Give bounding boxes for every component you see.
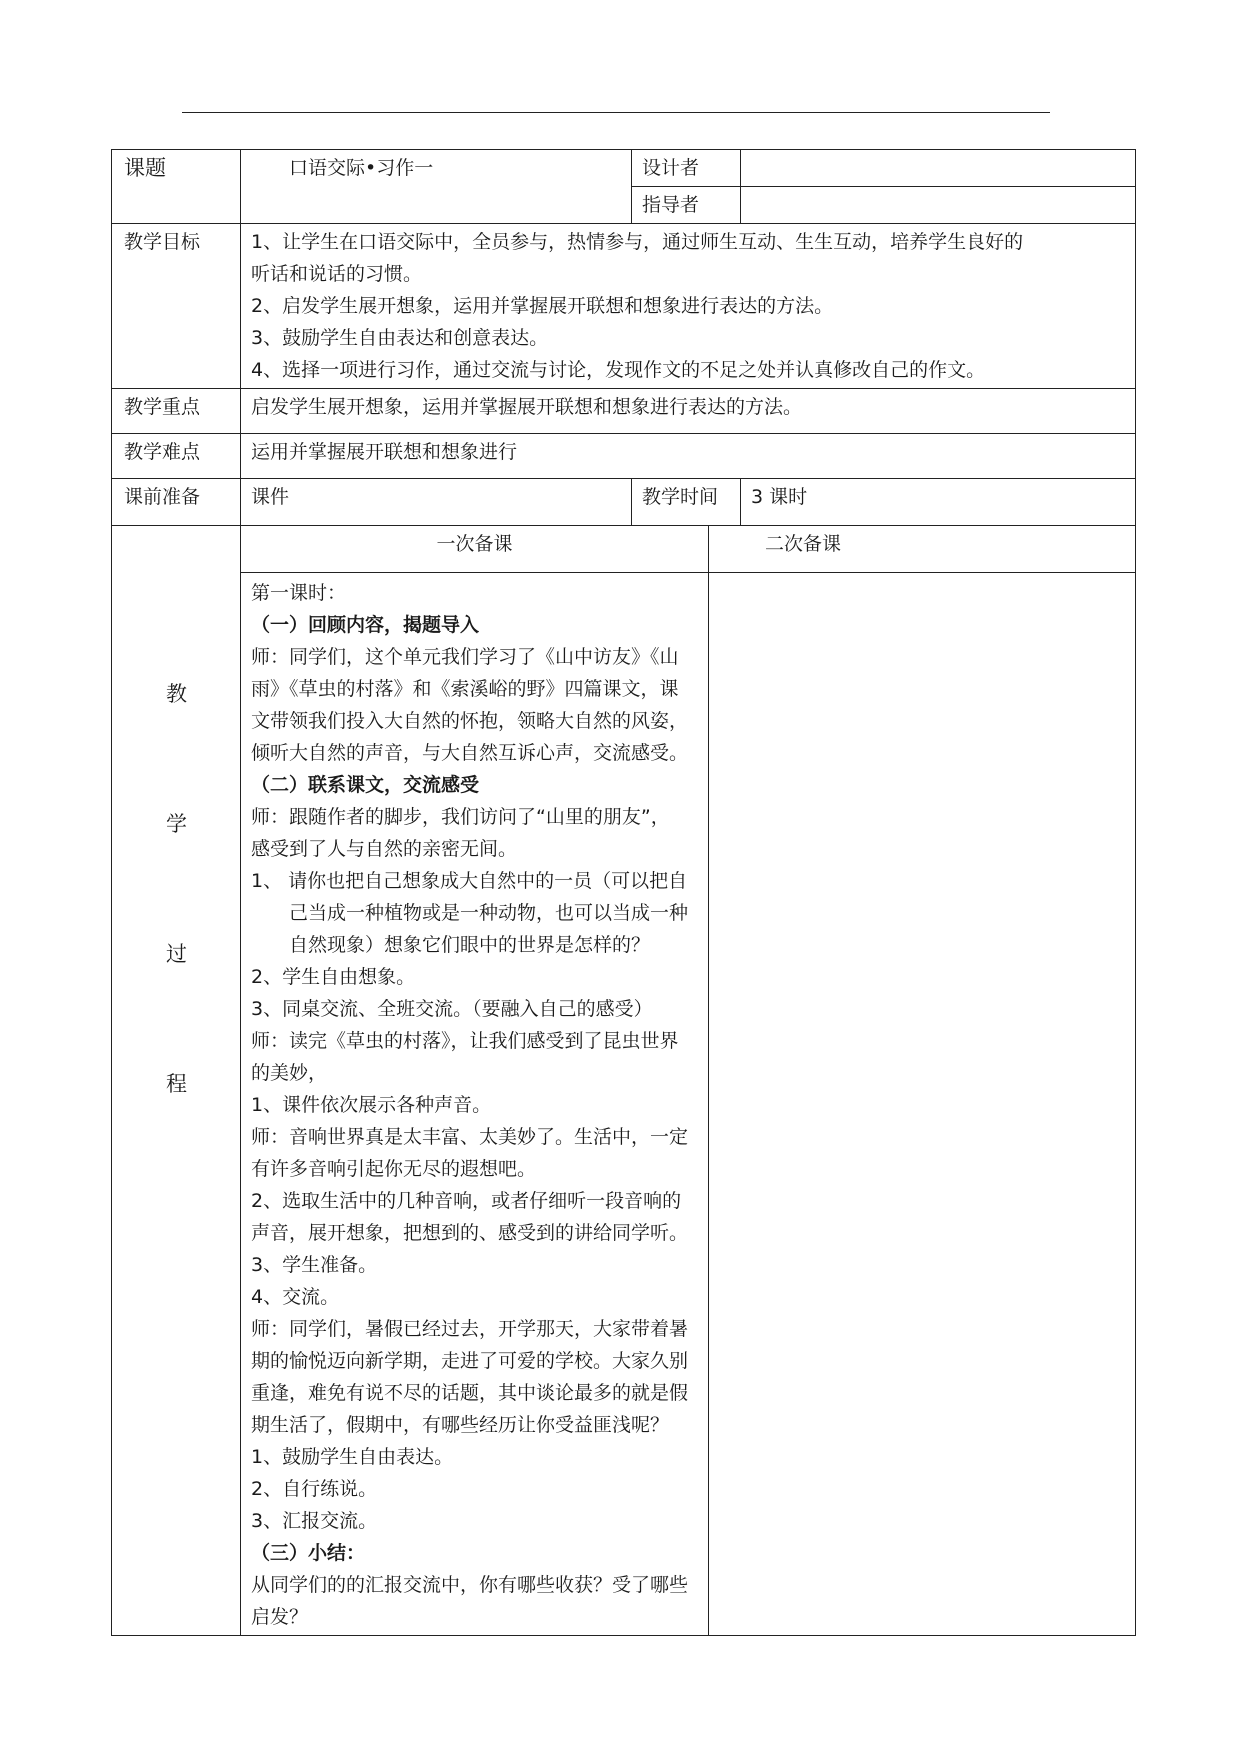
plan-line: 3、同桌交流、全班交流。（要融入自己的感受） bbox=[251, 998, 653, 1020]
plan-line: 倾听大自然的声音，与大自然互诉心声，交流感受。 bbox=[251, 742, 689, 764]
goal-line: 听话和说话的习惯。 bbox=[251, 263, 423, 285]
plan-line: 启发？ bbox=[251, 1606, 309, 1628]
plan-line: 自然现象）想象它们眼中的世界是怎样的？ bbox=[289, 934, 651, 956]
plan-line: 师：读完《草虫的村落》，让我们感受到了昆虫世界 bbox=[251, 1030, 679, 1052]
goals-label: 教学目标 bbox=[112, 224, 241, 389]
plan-line: 师：跟随作者的脚步，我们访问了“山里的朋友”， bbox=[251, 806, 670, 828]
plan-line: 1、鼓励学生自由表达。 bbox=[251, 1446, 454, 1468]
topic-value: 口语交际•习作一 bbox=[241, 150, 632, 224]
goals-cell bbox=[241, 224, 1136, 389]
process-char: 程 bbox=[166, 1072, 187, 1096]
time-label: 教学时间 bbox=[632, 479, 741, 526]
goal-line: 1、让学生在口语交际中，全员参与，热情参与，通过师生互动、生生互动，培养学生良好的 bbox=[251, 231, 1024, 253]
plan-line: 师：音响世界真是太丰富、太美妙了。生活中，一定 bbox=[251, 1126, 689, 1148]
topic-label: 课题 bbox=[112, 150, 241, 224]
plan-line: 2、学生自由想象。 bbox=[251, 966, 416, 988]
plan-line: 1、 请你也把自己想象成大自然中的一员（可以把自 bbox=[251, 870, 688, 892]
plan-line: 4、交流。 bbox=[251, 1286, 340, 1308]
plan-line: 己当成一种植物或是一种动物，也可以当成一种 bbox=[289, 902, 689, 924]
process-char: 过 bbox=[166, 942, 187, 966]
plan-line: 3、学生准备。 bbox=[251, 1254, 378, 1276]
prep-label: 课前准备 bbox=[112, 479, 241, 526]
plan-line: 感受到了人与自然的亲密无间。 bbox=[251, 838, 518, 860]
plan-line: 声音，展开想象，把想到的、感受到的讲给同学听。 bbox=[251, 1222, 689, 1244]
plan-line: 雨》《草虫的村落》和《索溪峪的野》四篇课文，课 bbox=[251, 678, 679, 700]
plan-line: （三）小结： bbox=[251, 1542, 366, 1564]
difficulty-value: 运用并掌握展开联想和想象进行 bbox=[241, 434, 1136, 479]
plan-line: （二）联系课文，交流感受 bbox=[251, 774, 480, 796]
process-label bbox=[112, 526, 241, 1636]
plan-line: 3、汇报交流。 bbox=[251, 1510, 378, 1532]
process-char: 教 bbox=[166, 682, 187, 706]
goal-line: 3、鼓励学生自由表达和创意表达。 bbox=[251, 327, 549, 349]
process-char: 学 bbox=[166, 812, 187, 836]
first-prep-content bbox=[241, 573, 709, 1636]
plan-line: 从同学们的的汇报交流中，你有哪些收获？受了哪些 bbox=[251, 1574, 689, 1596]
advisor-label: 指导者 bbox=[632, 187, 741, 224]
designer-value bbox=[741, 150, 1136, 187]
plan-line: 期生活了，假期中，有哪些经历让你受益匪浅呢？ bbox=[251, 1414, 670, 1436]
plan-line: 重逢，难免有说不尽的话题，其中谈论最多的就是假 bbox=[251, 1382, 689, 1404]
second-prep-header: 二次备课 bbox=[709, 526, 1136, 573]
plan-lines bbox=[251, 577, 698, 1633]
plan-line: 期的愉悦迈向新学期，走进了可爱的学校。大家久别 bbox=[251, 1350, 689, 1372]
time-value: 3 课时 bbox=[741, 479, 1136, 526]
focus-label: 教学重点 bbox=[112, 389, 241, 434]
plan-line: 师：同学们，暑假已经过去，开学那天，大家带着暑 bbox=[251, 1318, 689, 1340]
goal-line: 2、启发学生展开想象，运用并掌握展开联想和想象进行表达的方法。 bbox=[251, 295, 834, 317]
plan-line: 有许多音响引起你无尽的遐想吧。 bbox=[251, 1158, 537, 1180]
advisor-value bbox=[741, 187, 1136, 224]
difficulty-label: 教学难点 bbox=[112, 434, 241, 479]
plan-line: 2、自行练说。 bbox=[251, 1478, 378, 1500]
plan-line: 1、课件依次展示各种声音。 bbox=[251, 1094, 492, 1116]
goal-line: 4、选择一项进行习作，通过交流与讨论，发现作文的不足之处并认真修改自己的作文。 bbox=[251, 359, 986, 381]
focus-value: 启发学生展开想象，运用并掌握展开联想和想象进行表达的方法。 bbox=[241, 389, 1136, 434]
lesson-plan-table bbox=[111, 149, 1136, 1636]
plan-line: 第一课时： bbox=[251, 582, 347, 604]
plan-line: （一）回顾内容，揭题导入 bbox=[251, 614, 480, 636]
plan-line: 的美妙， bbox=[251, 1062, 328, 1084]
plan-line: 师：同学们，这个单元我们学习了《山中访友》《山 bbox=[251, 646, 679, 668]
prep-value: 课件 bbox=[241, 479, 632, 526]
designer-label: 设计者 bbox=[632, 150, 741, 187]
second-prep-content bbox=[709, 573, 1136, 1636]
header-rule bbox=[182, 112, 1050, 113]
plan-line: 2、选取生活中的几种音响，或者仔细听一段音响的 bbox=[251, 1190, 682, 1212]
plan-line: 文带领我们投入大自然的怀抱，领略大自然的风姿， bbox=[251, 710, 689, 732]
first-prep-header: 一次备课 bbox=[241, 526, 709, 573]
